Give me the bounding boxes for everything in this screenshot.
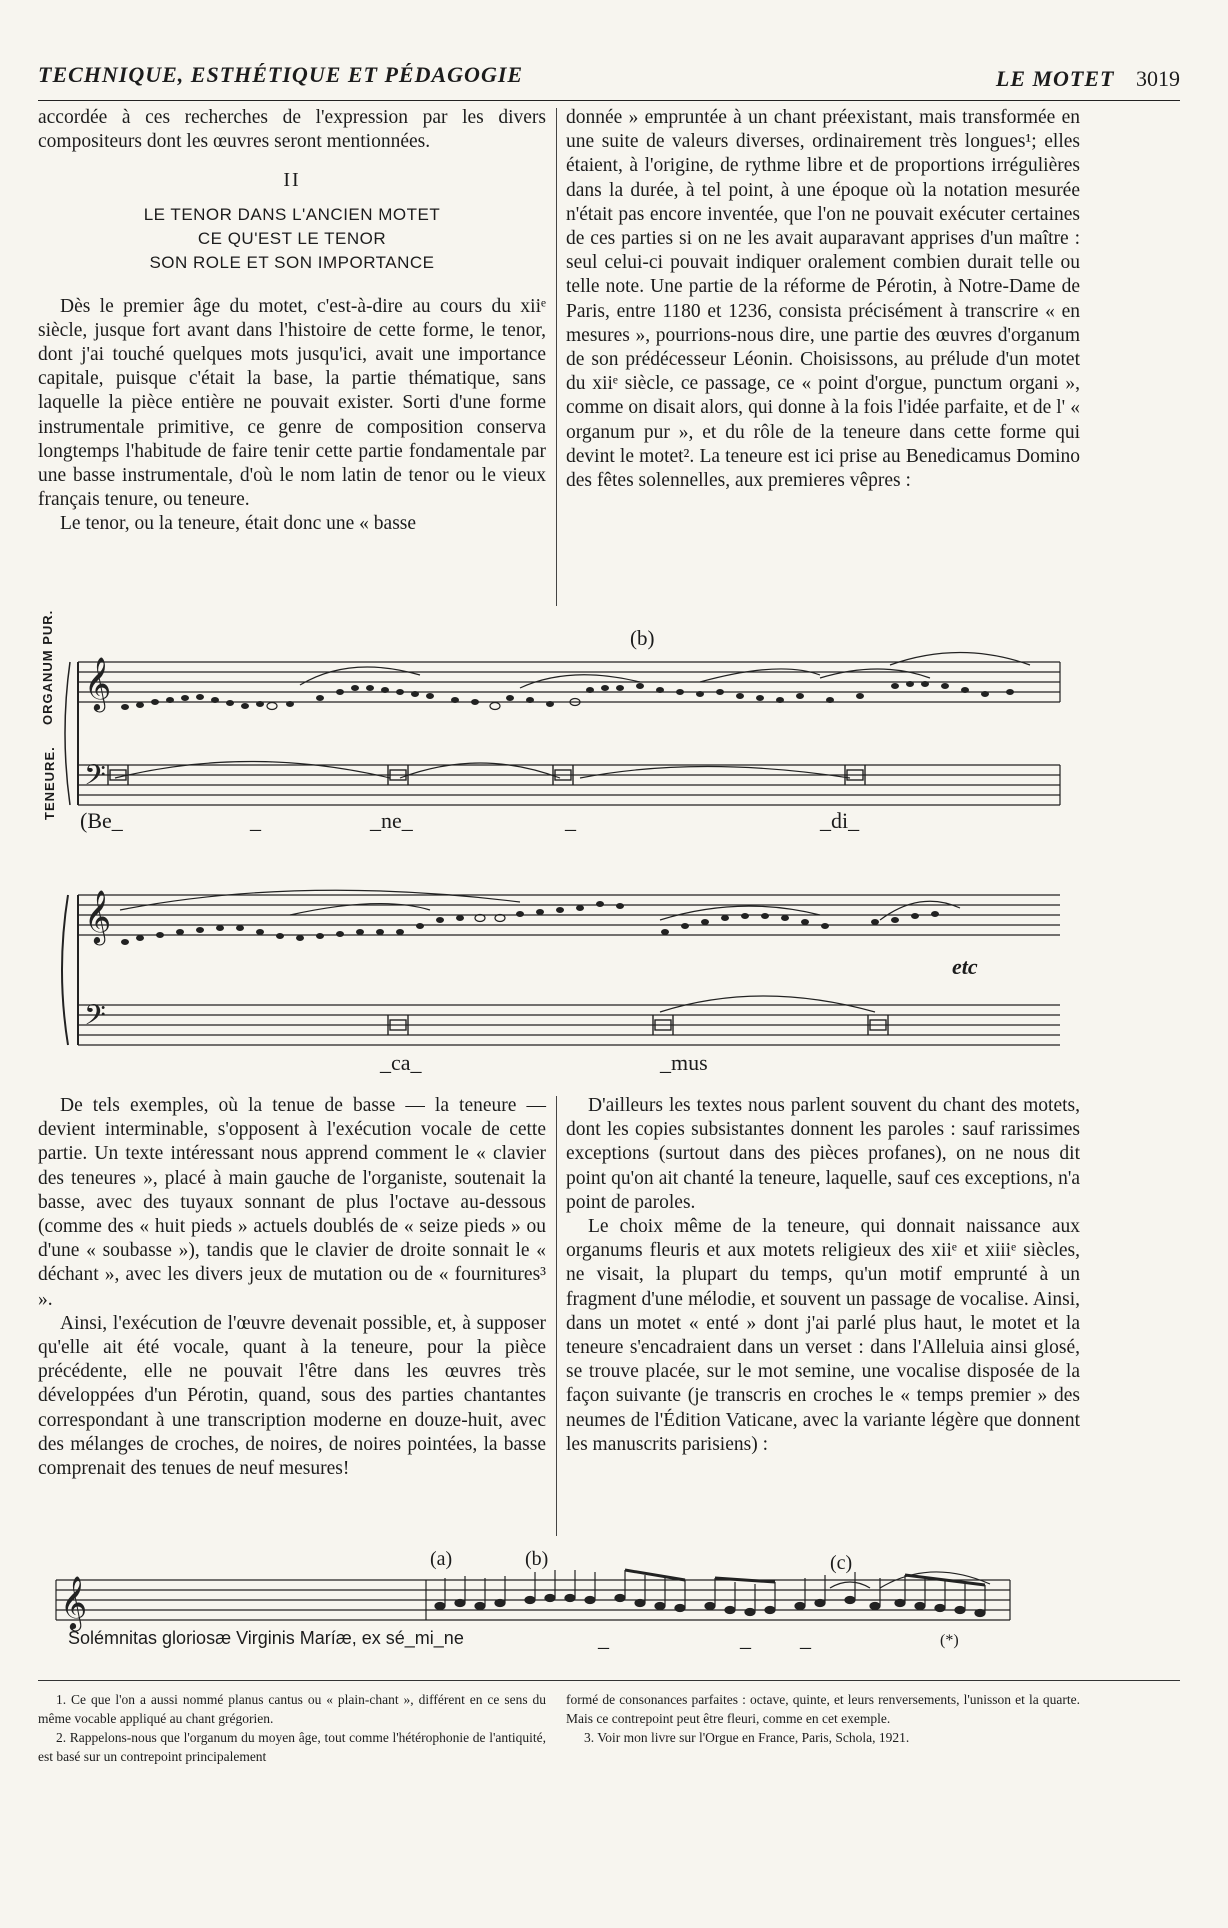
etc-marking: etc (952, 954, 978, 979)
staff-treble-3 (56, 1572, 1010, 1620)
section-number: II (283, 169, 301, 192)
left-column-top (38, 106, 546, 537)
running-header-right (996, 66, 1180, 92)
paragraph: donnée » empruntée à un chant préexistant, mais transformée en une suite de valeurs diverses, ordinairement très longues¹; elles étaient, à l'origine, de rythme libre et de proportions irrégulières dans la durée, à tel point, à une époque où la notation mesurée n'était pas encore inventée, que l'on ne pouvait exécuter certaines de ces parties si on ne les avait auparavant apprises d'un maître : seul celui-ci pouvait indiquer oralement combien durait telle ou telle note. Une partie de la réforme de Pérotin, à Notre-Dame de Paris, entre 1180 et 1236, consista précisément à transcrire « en mesures », pourrions-nous dire, une partie des œuvres d'organum de son prédécesseur Léonin. Choisissons, au prélude d'un motet du xiiᵉ siècle, ce passage, ce « point d'orgue, punctum organi », comme on disait alors, qui donne à la fois l'idée parfaite, et de l' « organum pur », et du rôle de la teneure dans cette forme qui devint le motet². La teneure est ici prise au Benedicamus Domino des fêtes solennelles, aux premieres vêpres : (566, 107, 1080, 492)
running-header-title: LE MOTET (995, 66, 1115, 91)
staff-bass-2 (78, 1005, 1060, 1045)
footnote: 2. Rappelons-nous que l'organum du moyen âge, tout comme l'hétérophonie de l'antiquité, est basé sur un contrepoint principalement (38, 1730, 546, 1764)
music-notation (0, 620, 1228, 1080)
lyric-syllable: _ (250, 808, 261, 833)
treble-clef-icon: 𝄞 (60, 1575, 88, 1629)
staff-bass-1 (78, 765, 1060, 805)
treble-clef-icon: 𝄞 (84, 656, 112, 710)
lyric-extender: _ (800, 1626, 811, 1651)
footnote: formé de consonances parfaites : octave, quinte, et leurs renversements, l'unisson et la quarte. Mais ce contrepoint peut être fleuri, comme en cet exemple. (566, 1692, 1080, 1726)
lyric-syllable: _ca_ (380, 1050, 422, 1075)
paragraph: Le tenor, ou la teneure, était donc une « basse (60, 513, 417, 535)
noteheads-system-2 (121, 901, 939, 945)
left-column-bottom (38, 1094, 546, 1481)
lyric-extender: _ (740, 1626, 751, 1651)
staff-label-organum: ORGANUM PUR. (40, 609, 55, 725)
paragraph: accordée à ces recherches de l'expression par les divers compositeurs dont les œuvres seront mentionnées. (38, 107, 546, 153)
footnotes-right (566, 1690, 1080, 1747)
footnote-rule (38, 1680, 1180, 1681)
section-title-line: CE QU'EST LE TENOR (197, 228, 387, 248)
paragraph: D'ailleurs les textes nous parlent souvent du chant des motets, dont les copies subsistantes donnent les paroles : sauf rarissimes exceptions (surtout dans des pièces profanes), on ne nous dit point qu'on ait chanté la teneure, laquelle, sauf ces exceptions, n'a point de paroles. (566, 1095, 1080, 1213)
lyric-syllable: (Be_ (80, 808, 123, 833)
variant-marker-c: (c) (830, 1552, 853, 1574)
music-notation (0, 1548, 1228, 1638)
variant-marker-b: (b) (630, 626, 655, 650)
column-divider (556, 1096, 557, 1536)
lyric-syllable: _mus (660, 1050, 708, 1075)
lyric-syllable: _ne_ (370, 808, 413, 833)
paragraph: Dès le premier âge du motet, c'est-à-dire au cours du xiiᵉ siècle, jusque fort avant dans l'histoire de cette forme, le tenor, dont j'ai touché quelques mots jusqu'ici, avait une importance capitale, puisque c'était la base, la partie thématique, sans laquelle la pièce entière ne pouvait exister. Sorti d'une forme instrumentale primitive, ce genre de composition conserva longtemps l'habitude de faire tenir cette partie fondamentale par une basse instrumentale, d'où le nom latin de tenor ou le vieux français tenure, ou teneure. (38, 295, 546, 511)
footnote: 1. Ce que l'on a aussi nommé planus cantus ou « plain-chant », différent en ce sens du même vocable appliqué au chant grégorien. (38, 1692, 546, 1726)
paragraph: Ainsi, l'exécution de l'œuvre devenait possible, et, à supposer qu'elle ait été vocale, quant à la teneure, pour la pièce précédente, elle ne pouvait l'être dans les œuvres très développées d'un Pérotin, quand, sous des parties chantantes correspondant à une transcription moderne en douze-huit, avec des mélanges de croches, de noires, de noires pointées, la basse comprenait des tenues de neuf mesures! (38, 1312, 546, 1480)
page-number: 3019 (1136, 66, 1180, 91)
asterisk-marker: (*) (940, 1632, 959, 1649)
variant-marker-b: (b) (525, 1548, 549, 1570)
variant-marker-a: (a) (430, 1548, 453, 1570)
lyric-extender: _ (598, 1626, 609, 1651)
lyric-syllable: _ (565, 808, 576, 833)
right-column-top (566, 106, 1080, 493)
lyric-line: Solémnitas gloriosæ Virginis Maríæ, ex sé_mi_ne (68, 1628, 464, 1648)
treble-clef-icon: 𝄞 (84, 889, 112, 943)
music-example-organum (0, 609, 1228, 1080)
section-title-line: LE TENOR DANS L'ANCIEN MOTET (143, 204, 441, 224)
section-title-line: SON ROLE ET SON IMPORTANCE (149, 252, 435, 272)
noteheads-system-1 (121, 681, 1014, 710)
paragraph: Le choix même de la teneure, qui donnait naissance aux organums fleuris et aux motets religieux des xiiᵉ et xiiiᵉ siècles, ne visait, la plupart du temps, qu'un motif emprunté à un fragment d'une mélodie, et souvent un passage de vocalise. Ainsi, dans un motet « enté » dont j'ai parlé plus haut, le motet et la teneure s'encadraient dans un verset : dans l'Alleluia ainsi glosé, se trouve placée, sur le mot semine, une vocalise disposée de la façon suivante (je transcris en croches le « temps premier » des neumes de l'Édition Vaticane, avec la variante légère que donnent les manuscrits parisiens) : (566, 1216, 1080, 1455)
column-divider (556, 108, 557, 606)
footnotes-left (38, 1690, 546, 1766)
paragraph: De tels exemples, où la tenue de basse — la teneure — devient interminable, s'opposent à l'exécution vocale de cette partie. Un texte intéressant nous apprend comment le « clavier des teneures », placé à main gauche de l'organiste, soutenait la basse, avec des tuyaux sonnant de plus l'octave au-dessous (comme des « huit pieds » actuels doublés de « seize pieds » ou d'une « soubasse »), tandis que le clavier de droite sonnait le « déchant », avec les divers jeux de mutation ou de « fournitures³ ». (38, 1095, 546, 1310)
staff-label-teneure: TENEURE. (42, 746, 57, 820)
music-example-alleluia (0, 1548, 1228, 1673)
header-rule (38, 100, 1180, 101)
right-column-bottom (566, 1094, 1080, 1457)
running-header-section: TECHNIQUE, ESTHÉTIQUE ET PÉDAGOGIE (38, 62, 524, 87)
bass-clef-icon: 𝄢 (84, 999, 106, 1039)
bass-clef-icon: 𝄢 (84, 759, 106, 799)
lyric-syllable: _di_ (820, 808, 860, 833)
footnote: 3. Voir mon livre sur l'Orgue en France, Paris, Schola, 1921. (584, 1730, 910, 1745)
